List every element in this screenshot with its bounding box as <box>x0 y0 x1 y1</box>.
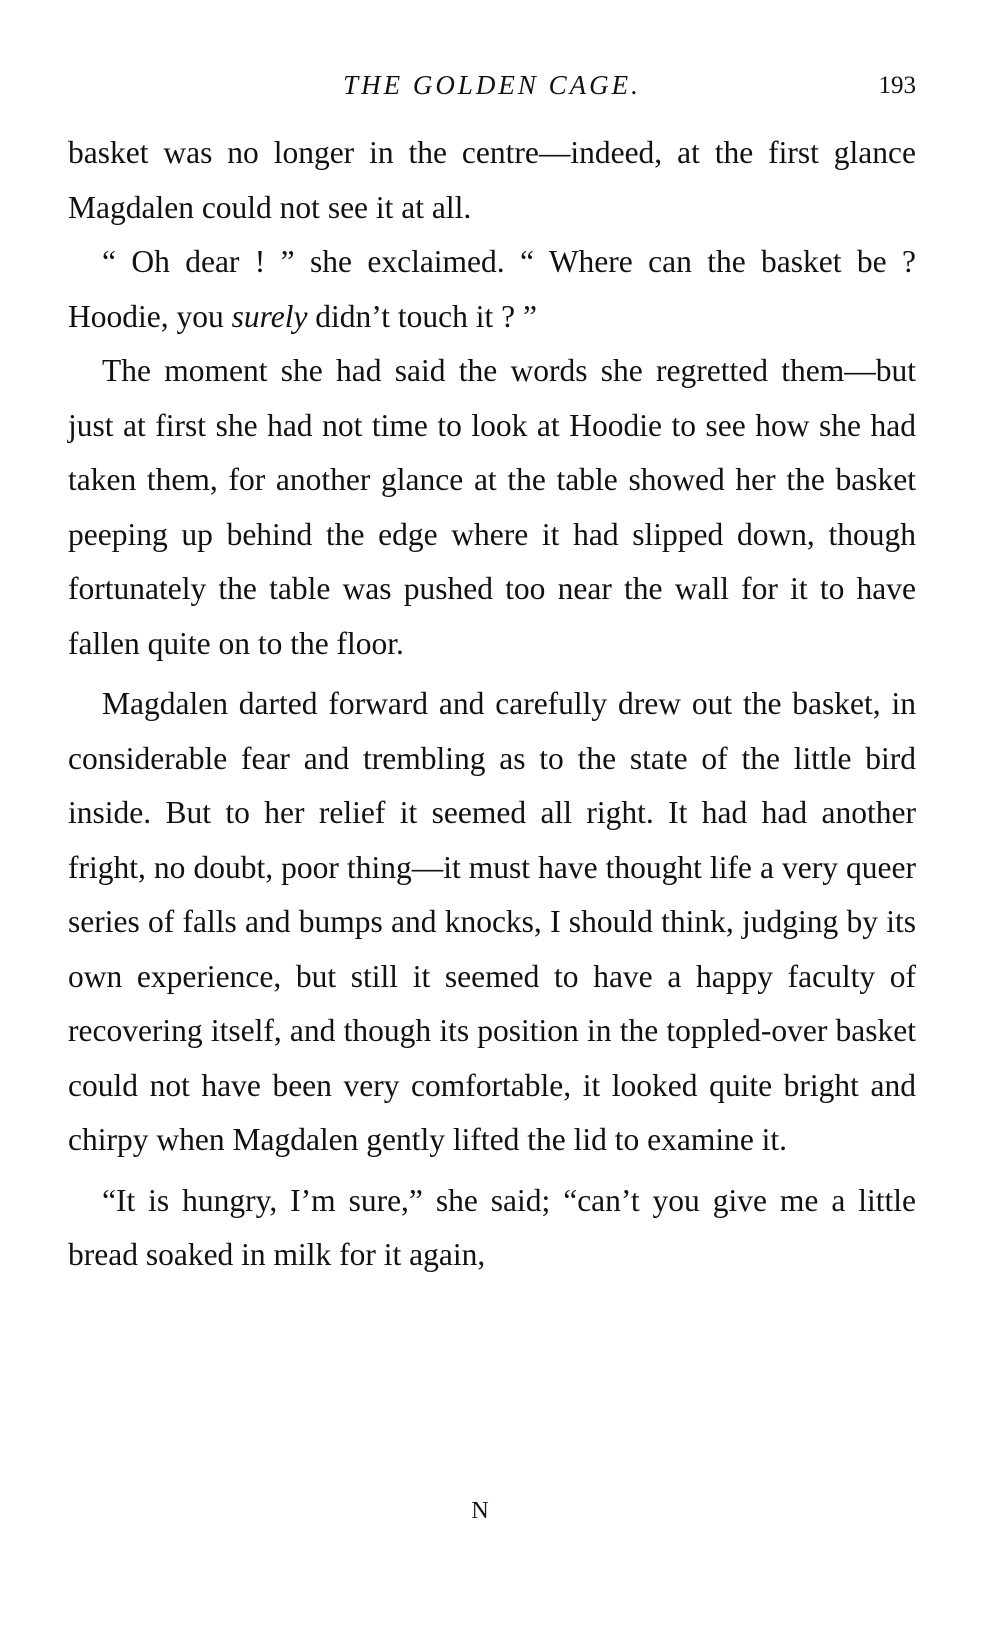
running-title: THE GOLDEN CAGE. <box>343 70 641 100</box>
emphasis-word: surely <box>231 298 308 334</box>
signature-mark: N <box>471 1498 489 1524</box>
paragraph-5: “It is hungry, I’m sure,” she said; “can’t you give me a little bread soaked in milk for it again, <box>68 1182 916 1272</box>
paragraph-2-end: didn’t touch it ? ” <box>307 298 537 334</box>
paragraph-1: basket was no longer in the centre—indeed, at the first glance Magdalen could not see it at all. <box>68 135 916 225</box>
paragraph-4: Magdalen darted forward and carefully drew out the basket, in considerable fear and trembling as to the state of the little bird inside. But to her relief it seemed all right. It had had another fright, no doubt, poor thing—it must have thought life a very queer series of falls and bumps and knocks, I should think, judging by its own experience, but still it seemed to have a happy faculty of recovering itself, and though its position in the toppled-over basket could not have been very comfortable, it looked quite bright and chirpy when Magdalen gently lifted the lid to examine it. <box>68 686 916 1157</box>
body-text <box>68 126 916 1283</box>
paragraph-3: The moment she had said the words she regretted them—but just at first she had not time to look at Hoodie to see how she had taken them, for another glance at the table showed her the basket peeping up behind the edge where it had slipped down, though fortunately the table was pushed too near the wall for it to have fallen quite on to the floor. <box>68 353 916 661</box>
paragraph-2-start: “ Oh dear ! ” she exclaimed. “ Where can the basket be ? Hoodie, you <box>68 244 916 334</box>
running-head <box>68 70 916 110</box>
paragraph-2 <box>68 235 916 344</box>
page-number: 193 <box>878 72 916 99</box>
